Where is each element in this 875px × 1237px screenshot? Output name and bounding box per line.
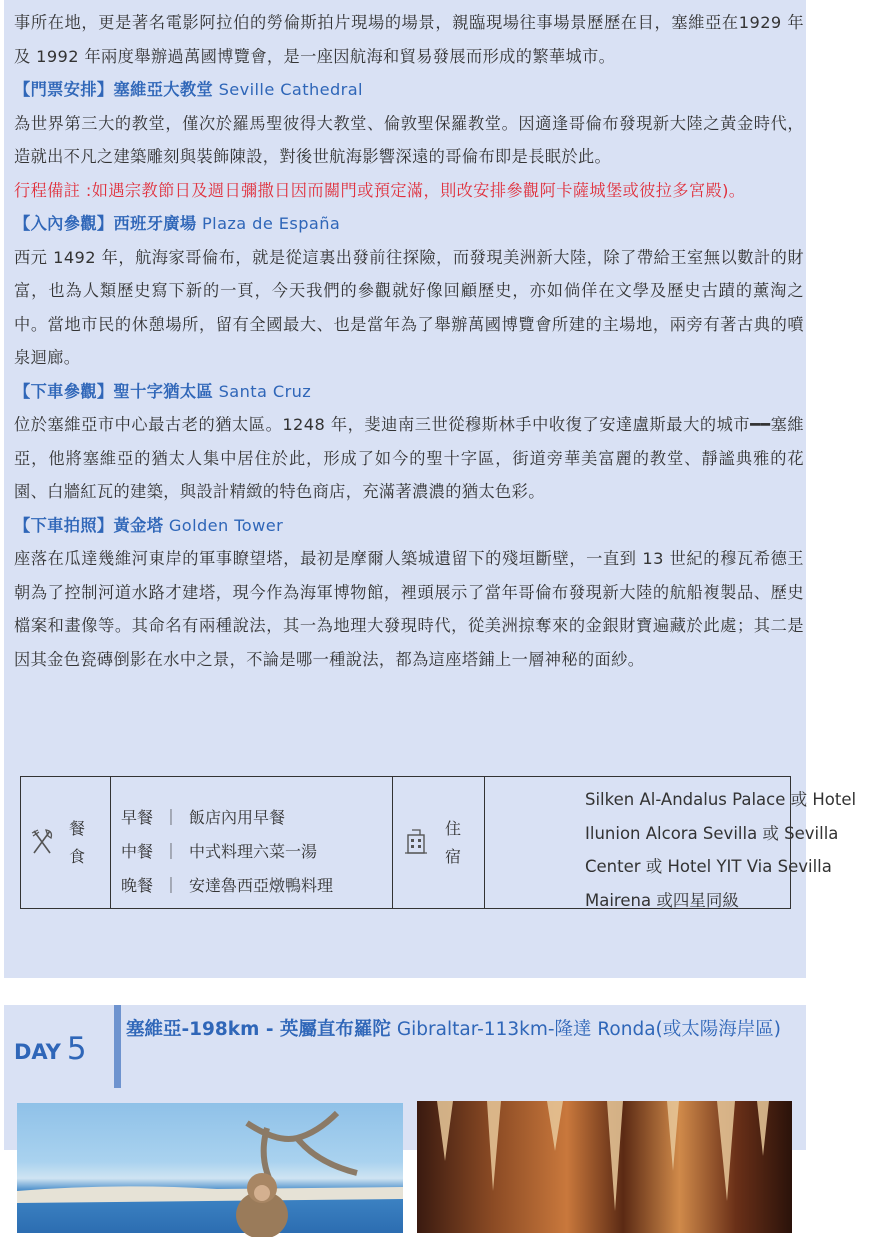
- section-note-cathedral: 行程備註 :如遇宗教節日及週日彌撒日因而關門或預定滿，則改安排參觀阿卡薩城堡或彼拉多宮殿)。: [14, 180, 746, 200]
- hotel-icon: [403, 827, 429, 857]
- day-number-label: DAY 5: [14, 1031, 87, 1067]
- day4-panel: [4, 0, 857, 978]
- section-heading-golden-tower: 【下車拍照】黃金塔 Golden Tower: [14, 515, 284, 535]
- cave-stalactite-photo: [417, 1101, 792, 1233]
- section-body-plaza: 西元 1492 年，航海家哥倫布，就是從這裏出發前往探險，而發現美洲新大陸，除了帶給王室無以數計的財富，也為人類歷史寫下新的一頁，今天我們的參觀就好像回顧歷史，亦如倘佯在文學及歷史古蹟的薰淘之中。當地市民的休憩場所，留有全國最大、也是當年為了舉辦萬國博覽會所建的主場地，兩旁有著古典的噴泉迴廊。: [14, 247, 804, 367]
- day-divider-bar: [114, 1005, 121, 1089]
- day5-route-title: 塞維亞-198km - 英屬直布羅陀 Gibraltar-113km-隆達 Ronda(或太陽海岸區): [126, 1019, 781, 1040]
- meal-hotel-table: [20, 776, 857, 910]
- hotel-label: 住 宿: [445, 819, 462, 866]
- meal-dinner: 晚餐 ｜ 安達魯西亞燉鴨料理: [121, 876, 334, 895]
- section-heading-plaza: 【入內參觀】西班牙廣場 Plaza de España: [14, 214, 341, 233]
- section-body-golden-tower: 座落在瓜達幾維河東岸的軍事瞭望塔，最初是摩爾人築城遺留下的殘垣斷壁，一直到 13 世紀的穆瓦希德王朝為了控制河道水路才建塔，現今作為海軍博物館，裡頭展示了當年哥倫布發現新大陸的航船複製品、歷史檔案和畫像等。其命名有兩種說法，其一為地理大發現時代，從美洲掠奪來的金銀財寶遍藏於此處；其二是因其金色瓷磚倒影在水中之景，不論是哪一種說法，都為這座塔鋪上一層神秘的面紗。: [14, 549, 804, 669]
- section-heading-santa-cruz: 【下車參觀】聖十字猶太區 Santa Cruz: [14, 381, 312, 401]
- utensils-icon: [29, 827, 55, 857]
- meal-icon-cell: [21, 777, 111, 908]
- meal-list: [121, 801, 333, 903]
- intro-paragraph: 事所在地，更是著名電影阿拉伯的勞倫斯拍片現場的場景，親臨現場往事場景歷歷在目，塞維亞在1929 年及 1992 年兩度舉辦過萬國博覽會，是一座因航海和貿易發展而形成的繁華城市。: [14, 13, 804, 66]
- hotel-icon-cell: [393, 777, 485, 908]
- meal-label: 餐 食: [69, 819, 86, 866]
- section-heading-cathedral: 【門票安排】塞維亞大教堂 Seville Cathedral: [14, 80, 363, 99]
- section-body-santa-cruz: 位於塞維亞市中心最古老的猶太區。1248 年，斐迪南三世從穆斯林手中收復了安達盧斯最大的城市━━塞維亞，他將塞維亞的猶太人集中居住於此，形成了如今的聖十字區，街道旁華美富麗的教堂、靜謐典雅的花園、白牆紅瓦的建築，與設計精緻的特色商店，充滿著濃濃的猶太色彩。: [14, 415, 804, 501]
- hotel-cell: [485, 777, 857, 910]
- meal-lunch: 中餐 ｜ 中式料理六菜一湯: [121, 842, 318, 861]
- meal-list-cell: [111, 777, 393, 908]
- section-body-cathedral: 為世界第三大的教堂，僅次於羅馬聖彼得大教堂、倫敦聖保羅教堂。因適逢哥倫布發現新大陸之黃金時代，造就出不凡之建築雕刻與裝飾陳設，對後世航海影響深遠的哥倫布即是長眠於此。: [14, 113, 804, 166]
- day5-header: [4, 1005, 806, 1089]
- hotel-list: Silken Al-Andalus Palace 或 Hotel Ilunion Alcora Sevilla 或 Sevilla Center 或 Hotel YIT Via Sevilla Mairena 或四星同級: [585, 790, 857, 910]
- gibraltar-monkey-photo: [17, 1103, 403, 1233]
- day4-content: [14, 6, 804, 676]
- meal-breakfast: 早餐 ｜ 飯店內用早餐: [121, 808, 286, 827]
